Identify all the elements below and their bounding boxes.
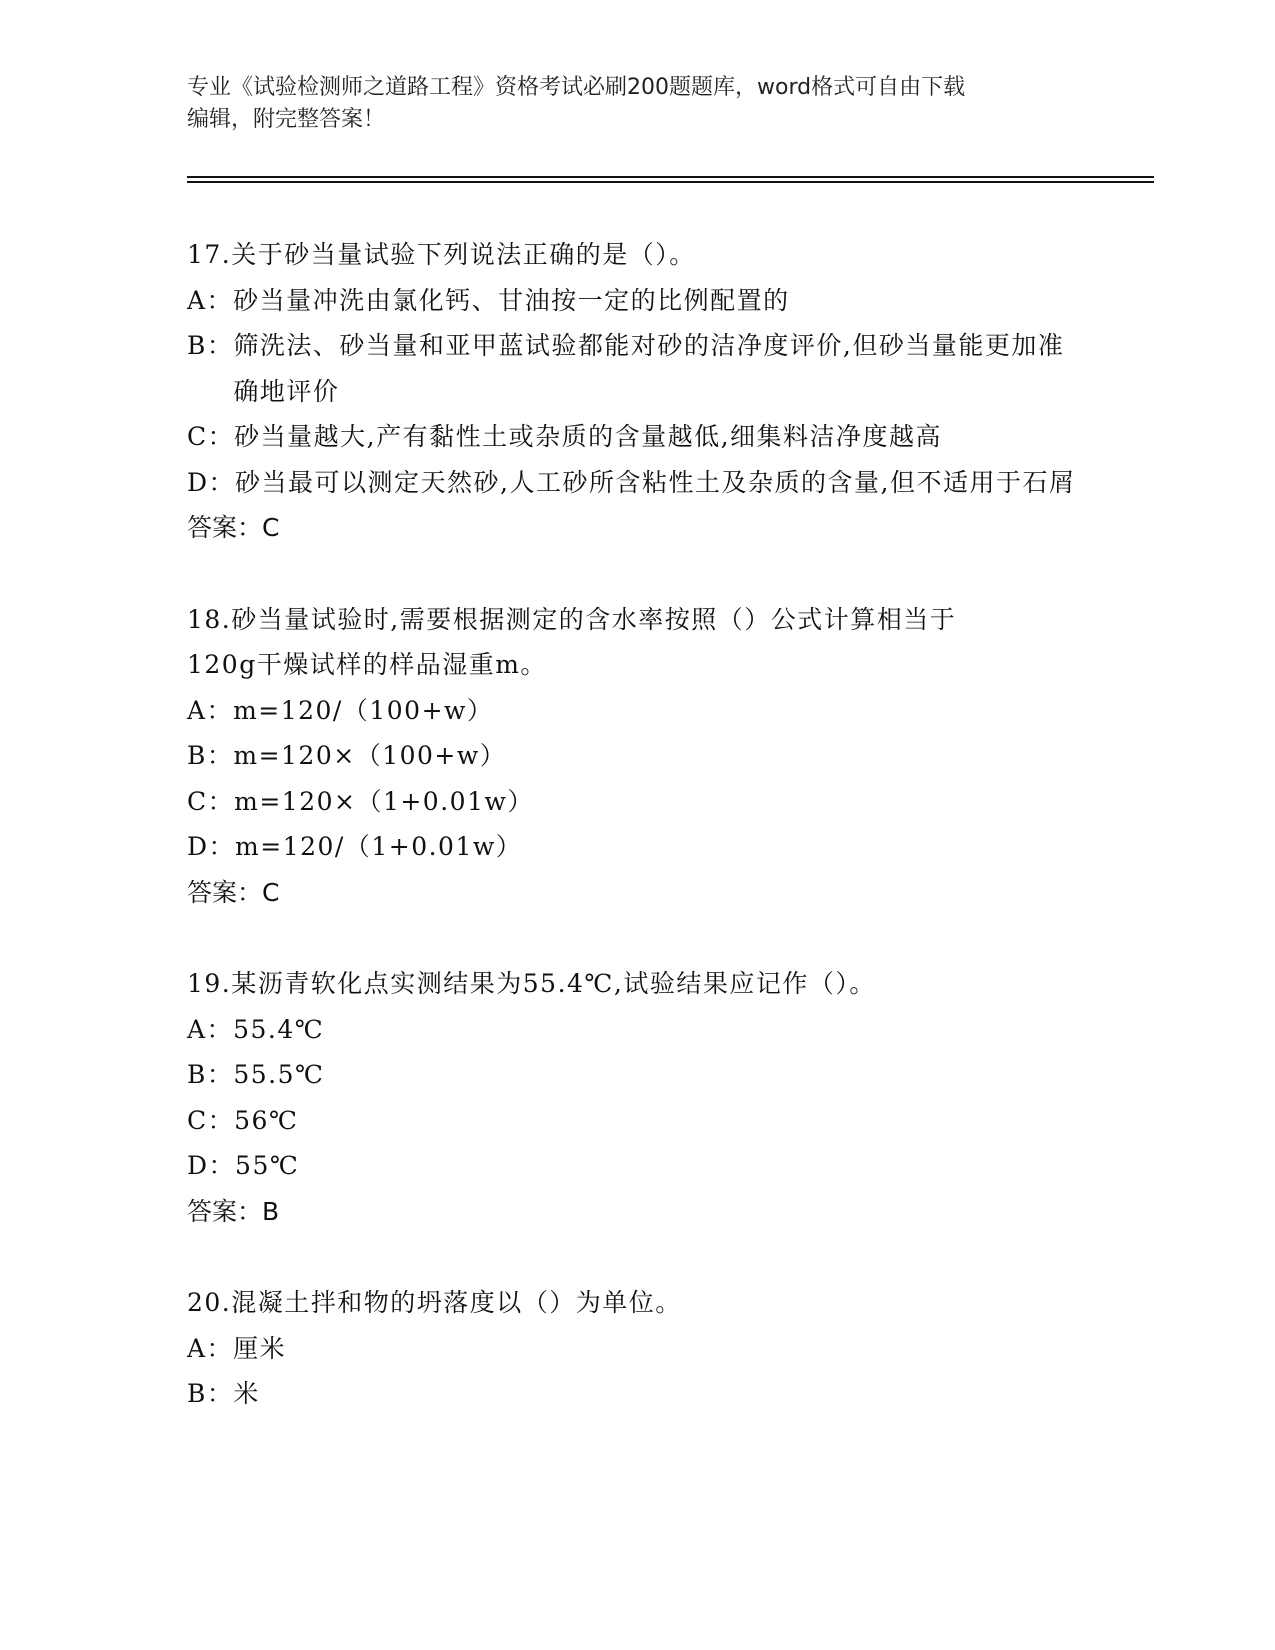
option-label: D： [187,467,236,497]
answer-option [187,414,1087,460]
option-label: C： [187,1105,235,1135]
header-line-2: 编辑，附完整答案！ [187,107,386,132]
answer-key: 答案：C [187,513,280,542]
answer-option [187,1326,1087,1372]
option-text: 55℃ [235,1151,300,1180]
option-label: A： [187,1333,234,1363]
answer-key: 答案：C [187,877,280,907]
question-stem: 17.关于砂当量试验下列说法正确的是（）。 [187,240,696,269]
option-text: m=120×（100+w） [233,741,507,770]
option-text: 筛洗法、砂当量和亚甲蓝试验都能对砂的洁净度评价,但砂当量能更加准确地评价 [233,331,1065,406]
option-text: 56℃ [234,1105,299,1135]
answer-option [187,1098,1087,1144]
answer-option [187,733,1087,779]
answer-option [187,1052,1087,1098]
option-text: 砂当量冲洗由氯化钙、甘油按一定的比例配置的 [233,285,790,315]
answer-key: 答案：B [187,1196,280,1226]
header-divider-top [187,176,1154,178]
option-text: m=120×（1+0.01w） [234,786,534,816]
header-line-1: 专业《试验检测师之道路工程》资格考试必刷200题题库，word格式可自由下载 [187,75,966,100]
question-stem: 19.某沥青软化点实测结果为55.4℃,试验结果应记作（）。 [187,969,876,998]
option-text: m=120/（100+w） [233,695,494,725]
option-text: 厘米 [233,1333,287,1363]
answer-option [187,323,1087,414]
option-label: A： [187,285,234,315]
question-stem: 120g干燥试样的样品湿重m。 [187,650,547,679]
option-text: 55.5℃ [233,1060,325,1089]
option-label: B： [187,1060,234,1089]
answer-option [187,460,1087,506]
option-label: C： [187,422,235,451]
option-label: B： [187,1379,234,1408]
option-label: A： [187,695,234,725]
header-divider-bottom [187,181,1154,183]
answer-option [187,779,1087,825]
question-list [187,232,1087,1463]
answer-option [187,1007,1087,1053]
answer-option [187,1371,1087,1417]
option-text: 米 [233,1379,260,1408]
option-label: D： [187,832,236,861]
option-text: m=120/（1+0.01w） [235,832,523,861]
answer-option [187,824,1087,870]
question-block [187,232,1087,551]
answer-option [187,1143,1087,1189]
option-label: C： [187,786,235,816]
question-block [187,961,1087,1234]
option-text: 砂当量越大,产有黏性土或杂质的含量越低,细集料洁净度越高 [234,422,943,451]
answer-option [187,278,1087,324]
option-label: B： [187,741,234,770]
question-block [187,1280,1087,1417]
option-label: A： [187,1014,234,1044]
option-label: B： [187,331,234,360]
question-stem: 20.混凝土拌和物的坍落度以（）为单位。 [187,1288,682,1317]
option-label: D： [187,1151,236,1180]
option-text: 55.4℃ [233,1014,325,1044]
answer-option [187,688,1087,734]
document-header [187,72,1087,136]
question-block [187,597,1087,916]
option-text: 砂当最可以测定天然砂,人工砂所含粘性土及杂质的含量,但不适用于石屑 [235,467,1076,497]
question-stem: 18.砂当量试验时,需要根据测定的含水率按照（）公式计算相当于 [187,604,957,634]
